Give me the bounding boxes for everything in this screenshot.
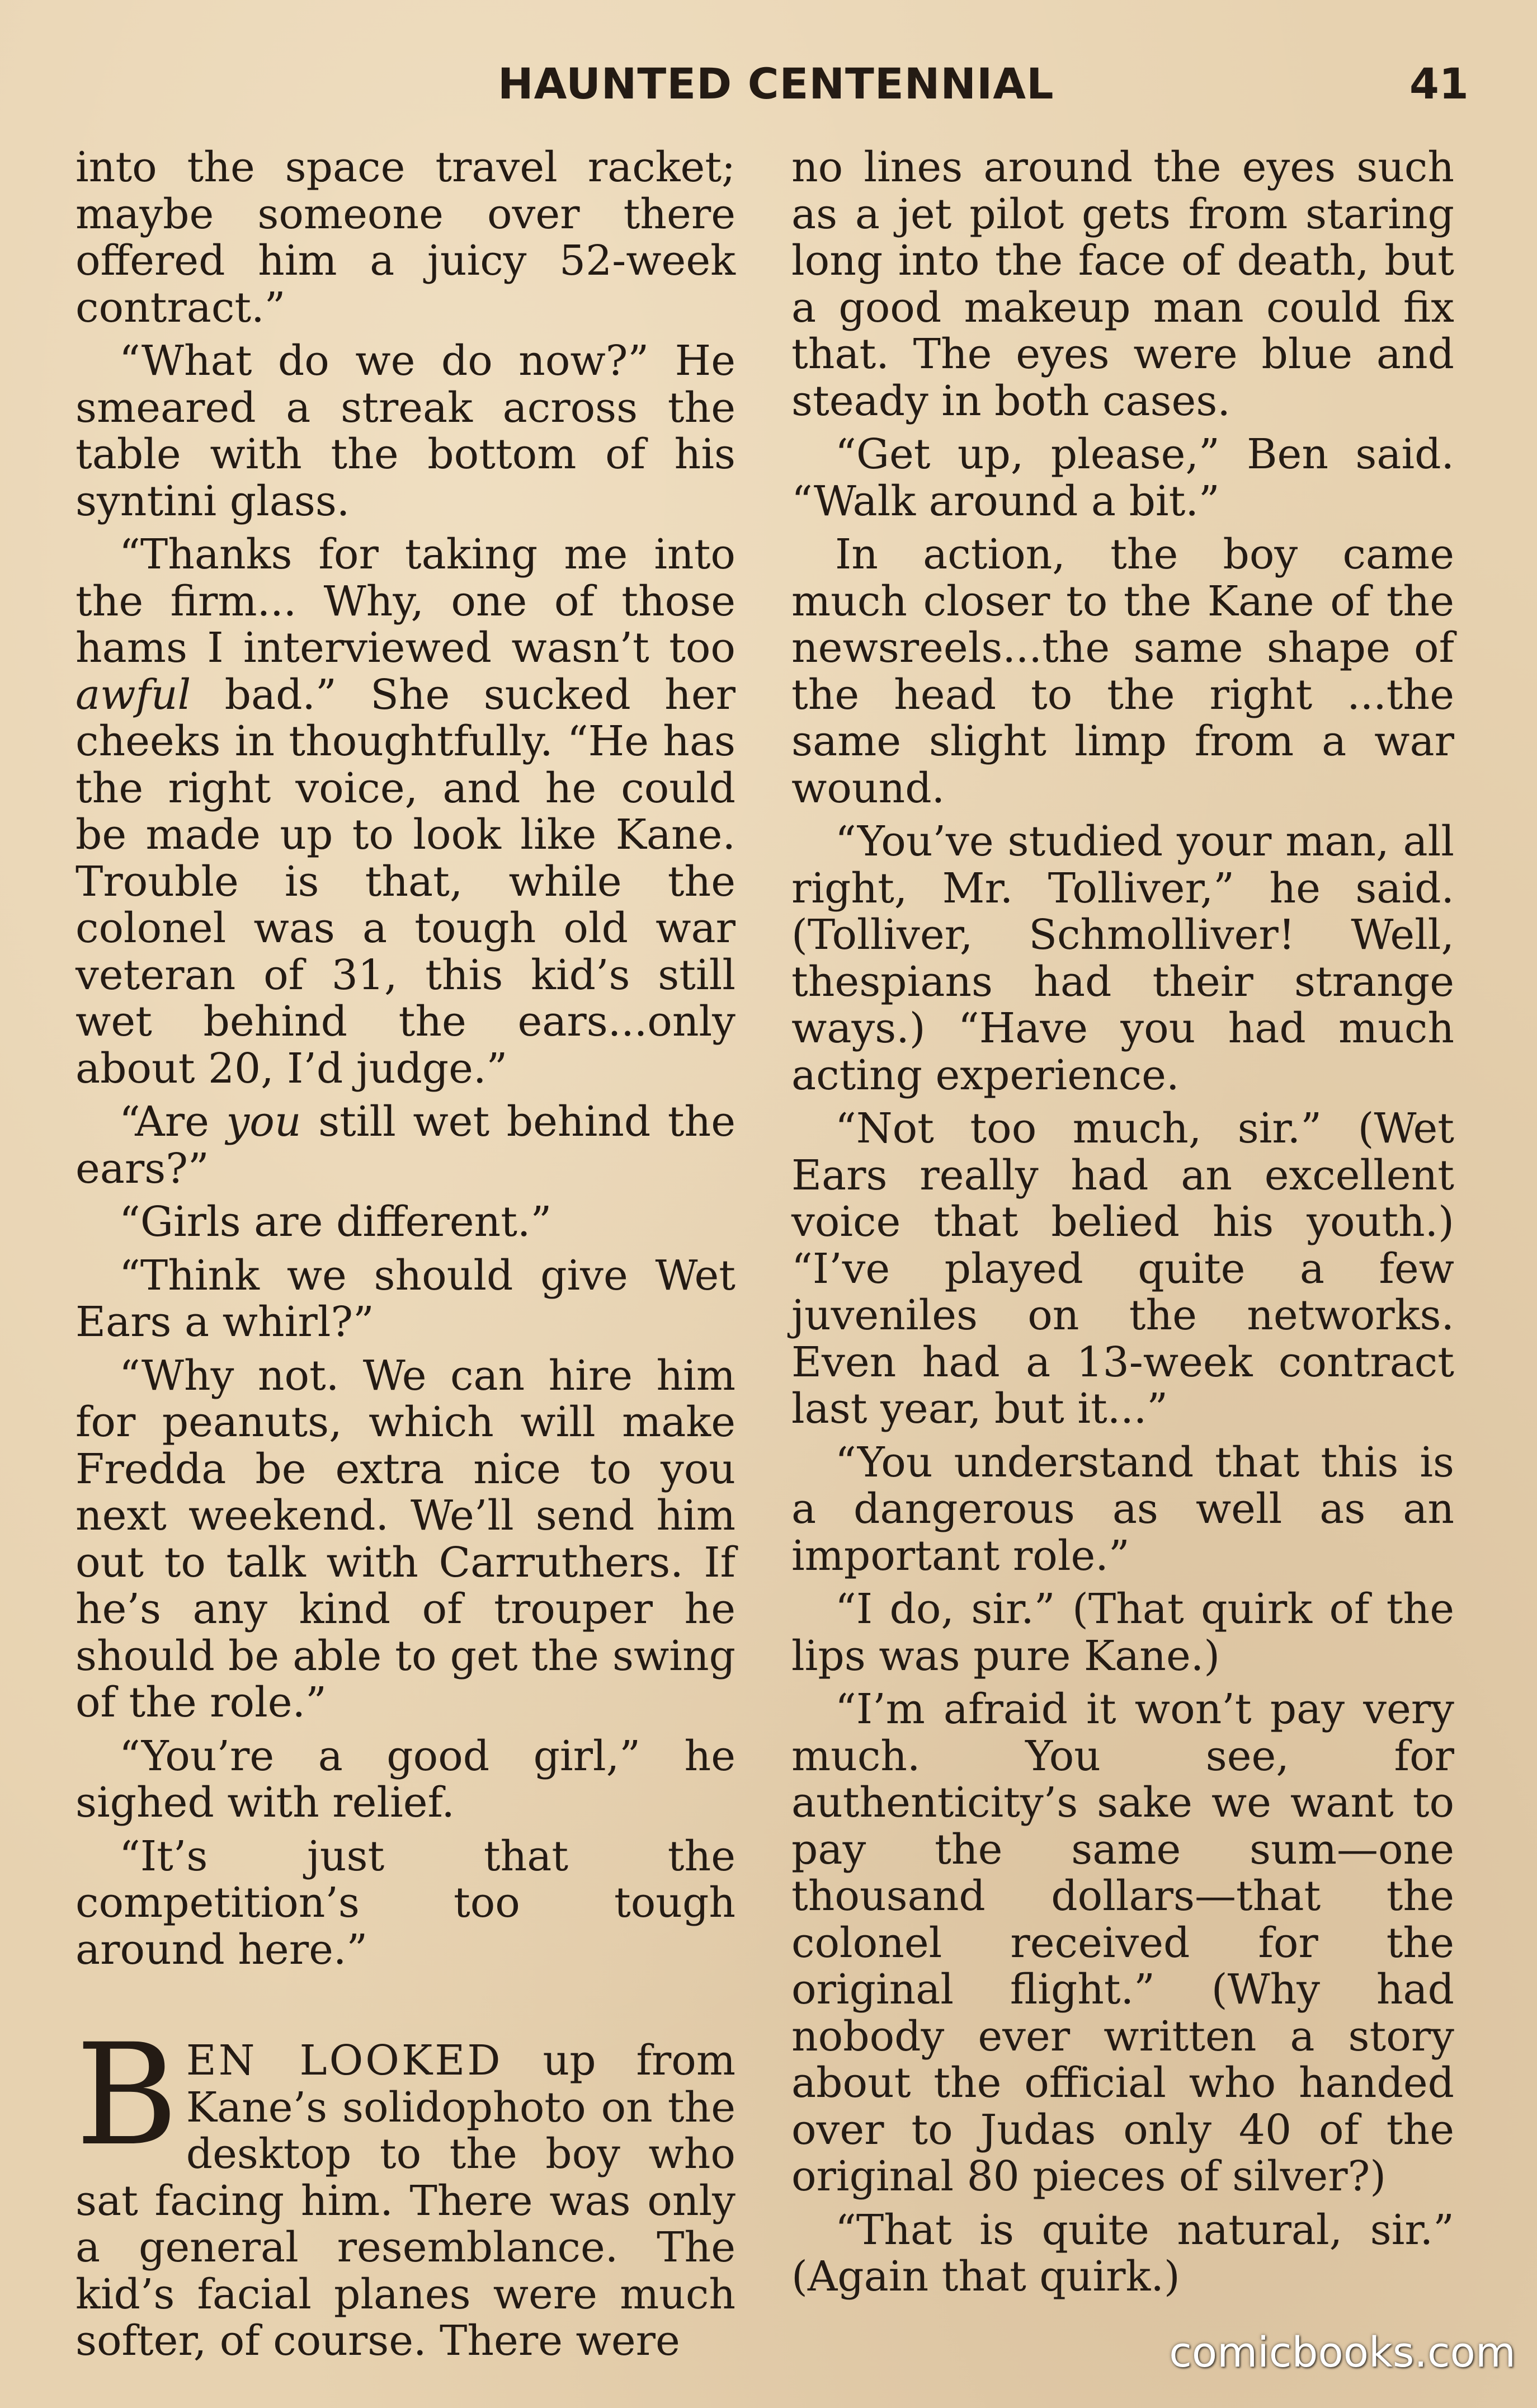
running-title: HAUNTED CENTENNIAL (498, 59, 1054, 109)
emphasis-text: you (226, 1098, 301, 1146)
paragraph (76, 532, 736, 1092)
paragraph: “Why not. We can hire him for peanuts, which will make Fredda be extra nice to you next weekend. We’ll send him out to talk with Carruthers. If he’s any kind of trouper he should be able to get the swing of the role.” (76, 1351, 736, 1727)
paragraph-text: “Thanks for taking me into the firm... Why, one of those hams I interviewed wasn’t too (76, 530, 736, 672)
paragraph-text: up from Kane’s solidophoto on the desktop to the boy who sat facing him. There was only a general resemblance. The kid’s facial planes were much softer, of course. There were (76, 2037, 736, 2365)
paragraph (76, 1099, 736, 1192)
small-caps-lead: EN LOOKED (186, 2037, 503, 2085)
paragraph: into the space travel racket; maybe someone over there offered him a juicy 52-week contract.” (76, 143, 736, 332)
paragraph: “I do, sir.” (That quirk of the lips was pure Kane.) (791, 1585, 1454, 1680)
paragraph: “You understand that this is a dangerous as well as an important role.” (791, 1438, 1454, 1580)
paragraph: “You’re a good girl,” he sighed with relief. (76, 1732, 736, 1827)
paragraph: “Girls are different.” (119, 1198, 552, 1246)
paragraph: “That is quite natural, sir.” (Again that quirk.) (791, 2205, 1454, 2301)
paragraph: In action, the boy came much closer to the Kane of the newsreels...the same shape of the head to the right ...the same slight limp from a war wound. (791, 530, 1454, 812)
left-column (76, 144, 736, 2372)
paragraph: “You’ve studied your man, all right, Mr. Tolliver,” he said. (Tolliver, Schmolliver! Well, thespians had their strange ways.) “Have you had much acting experience. (791, 817, 1454, 1099)
paragraph-text: still wet behind the ears?” (76, 1098, 736, 1193)
paragraph: “What do we do now?” He smeared a streak across the table with the bottom of his syntini glass. (76, 337, 736, 525)
paragraph: “Not too much, sir.” (Wet Ears really had an excellent voice that belied his youth.) “I’ve played quite a few juveniles on the networks. Even had a 13-week contract last year, but it...” (791, 1104, 1454, 1433)
paragraph: “It’s just that the competition’s too tough around here.” (76, 1832, 736, 1974)
paragraph-text: bad.” She sucked her cheeks in thoughtfully. “He has the right voice, and he could be made up to look like Kane. Trouble is that, while the colonel was a tough old war veteran of 31, this kid’s still wet behind the ears...only about 20, I’d judge.” (76, 670, 736, 1093)
paragraph: “I’m afraid it won’t pay very much. You see, for authenticity’s sake we want to pay the same sum—one thousand dollars—that the colonel received for the original flight.” (Why had nobody ever written a story about the official who handed over to Judas only 40 of the original 80 pieces of silver?) (791, 1685, 1454, 2200)
paragraph-text: “Are (119, 1098, 209, 1146)
section-opening-paragraph (76, 2014, 736, 2365)
page-number: 41 (1409, 59, 1469, 109)
paragraph: “Get up, please,” Ben said. “Walk around a bit.” (791, 430, 1454, 525)
emphasis-text: awful (76, 670, 191, 719)
right-column (791, 144, 1454, 2307)
page-header (0, 59, 1537, 120)
site-watermark: comicbooks.com (1169, 2329, 1516, 2377)
drop-cap: B (76, 2014, 178, 2176)
paragraph: no lines around the eyes such as a jet pilot gets from staring long into the face of death, but a good makeup man could fix that. The eyes were blue and steady in both cases. (791, 143, 1454, 425)
paragraph: “Think we should give Wet Ears a whirl?” (76, 1251, 736, 1346)
